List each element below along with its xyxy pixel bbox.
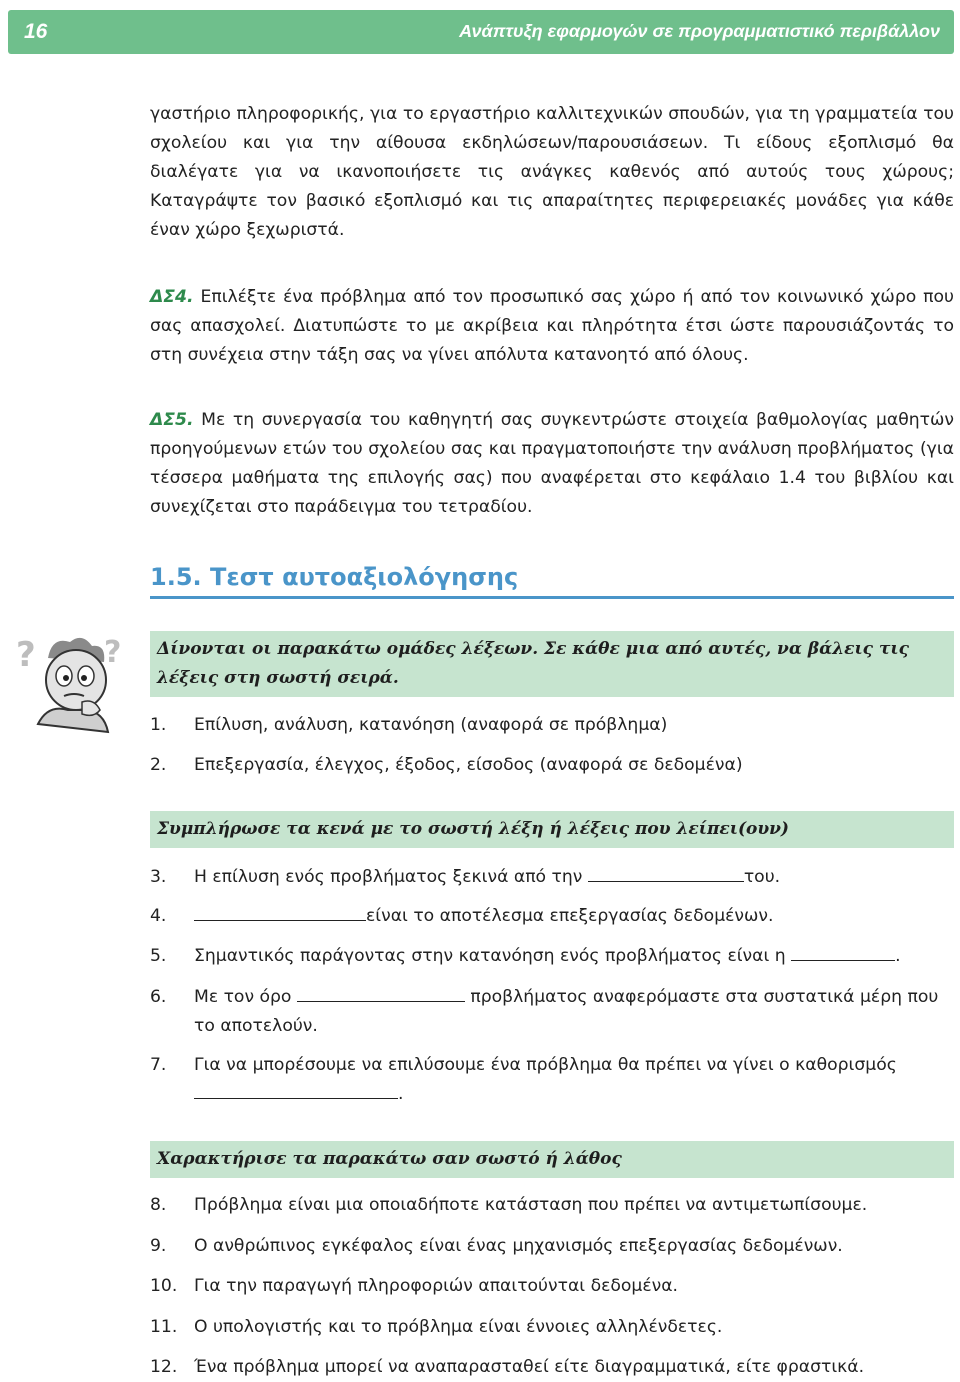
list-item (150, 1272, 954, 1301)
item-number: 1. (150, 715, 167, 735)
item-number: 6. (150, 987, 167, 1007)
item-number: 4. (150, 906, 167, 926)
item-text: Ένα πρόβλημα μπορεί να αναπαρασταθεί είτε διαγραμματικά, είτε φραστικά. (194, 1357, 865, 1377)
list-item (150, 1353, 954, 1382)
chapter-title: Ανάπτυξη εφαρμογών σε προγραμματιστικό περιβάλλον (459, 21, 940, 41)
blank-field[interactable] (791, 942, 895, 961)
item-text: Επίλυση, ανάλυση, κατανόηση (αναφορά σε πρόβλημα) (194, 715, 668, 735)
item-text-before: Η επίλυση ενός προβλήματος ξεκινά από την (194, 867, 588, 887)
list-item (150, 751, 954, 780)
exercise-ds5 (150, 406, 954, 522)
item-number: 2. (150, 755, 167, 775)
list-item (150, 942, 954, 971)
item-number: 3. (150, 867, 167, 887)
item-text: Ο ανθρώπινος εγκέφαλος είναι ένας μηχανισμός επεξεργασίας δεδομένων. (194, 1236, 843, 1256)
item-text: Για την παραγωγή πληροφοριών απαιτούνται δεδομένα. (194, 1276, 679, 1296)
section-title: 1.5. Τεστ αυτοαξιολόγησης (150, 563, 519, 591)
item-text-before: Σημαντικός παράγοντας στην κατανόηση ενός προβλήματος είναι η (194, 946, 792, 966)
page-header (8, 10, 954, 54)
list-item (150, 1232, 954, 1261)
item-text-after: του. (743, 867, 781, 887)
item-text-before: Για να μπορέσουμε να επιλύσουμε ένα πρόβλημα θα πρέπει να γίνει ο καθορισμός (194, 1055, 897, 1075)
item-text: Ο υπολογιστής και το πρόβλημα είναι έννοιες αλληλένδετες. (194, 1317, 723, 1337)
thinking-boy-icon (8, 628, 138, 738)
item-number: 11. (150, 1317, 178, 1337)
blank-field[interactable] (194, 1080, 398, 1099)
list-item (150, 1191, 954, 1220)
item-number: 8. (150, 1195, 167, 1215)
blank-field[interactable] (588, 863, 744, 882)
item-text-after: προβλήματος αναφερόμαστε στα συστατικά μέρη που το αποτελούν. (194, 987, 939, 1036)
ds4-label: ΔΣ4. (150, 287, 194, 307)
instruction-order-words: Δίνονται οι παρακάτω ομάδες λέξεων. Σε κάθε μια από αυτές, να βάλεις τις λέξεις στη σωστή σειρά. (150, 631, 954, 697)
exercise-ds4 (150, 283, 954, 370)
ds4-text: Επιλέξτε ένα πρόβλημα από τον προσωπικό σας χώρο ή από τον κοινωνικό χώρο που σας απασχολεί. Διατυπώστε το με ακρίβεια και πληρότητα έτσι ώστε παρουσιάζοντάς το στη συνέχεια στην τάξη σας να γίνει απόλυτα κατανοητό από όλους. (150, 287, 954, 365)
ds5-label: ΔΣ5. (150, 410, 194, 430)
item-text-before: Με τον όρο (194, 987, 297, 1007)
blank-field[interactable] (194, 902, 366, 921)
list-item (150, 1313, 954, 1342)
item-number: 5. (150, 946, 167, 966)
list-item (150, 711, 954, 740)
item-text: Πρόβλημα είναι μια οποιαδήποτε κατάσταση που πρέπει να αντιμετωπίσουμε. (194, 1195, 868, 1215)
instruction-fill-blanks: Συμπλήρωσε τα κενά με το σωστή λέξη ή λέξεις που λείπει(ουν) (150, 811, 954, 848)
item-text-after: είναι το αποτέλεσμα επεξεργασίας δεδομένων. (366, 906, 774, 926)
item-text-after: . (895, 946, 901, 966)
list-item (150, 863, 954, 892)
svg-text:?: ? (16, 635, 36, 675)
section-divider (150, 596, 954, 599)
item-number: 9. (150, 1236, 167, 1256)
ds5-text: Με τη συνεργασία του καθηγητή σας συγκεντρώστε στοιχεία βαθμολογίας μαθητών προηγούμενων ετών του σχολείου σας και πραγματοποιήστε την ανάλυση προβλήματος (για τέσσερα μαθήματα της επιλογής σας) που αναφέρεται στο κεφάλαιο 1.4 του βιβλίου και συνεχίζεται στο παράδειγμα του τετραδίου. (150, 410, 955, 517)
page-number: 16 (24, 20, 48, 43)
list-item (150, 983, 954, 1041)
svg-text:?: ? (104, 635, 122, 670)
list-item (150, 902, 954, 931)
item-text: Επεξεργασία, έλεγχος, έξοδος, είσοδος (αναφορά σε δεδομένα) (194, 755, 743, 775)
item-text-after: . (398, 1084, 404, 1104)
blank-field[interactable] (297, 983, 465, 1002)
list-item (150, 1051, 954, 1109)
item-number: 7. (150, 1055, 167, 1075)
item-number: 10. (150, 1276, 178, 1296)
intro-paragraph: γαστήριο πληροφορικής, για το εργαστήριο καλλιτεχνικών σπουδών, για τη γραμματεία του σχολείου και για την αίθουσα εκδηλώσεων/παρουσιάσεων. Τι είδους εξοπλισμό θα διαλέγατε για να ικανοποιήσετε τις ανάγκες καθενός από αυτούς τους χώρους; Καταγράψτε τον βασικό εξοπλισμό και τις απαραίτητες περιφερειακές μονάδες για κάθε έναν χώρο ξεχωριστά. (150, 104, 954, 240)
instruction-true-false: Χαρακτήρισε τα παρακάτω σαν σωστό ή λάθος (150, 1141, 954, 1178)
item-number: 12. (150, 1357, 178, 1377)
